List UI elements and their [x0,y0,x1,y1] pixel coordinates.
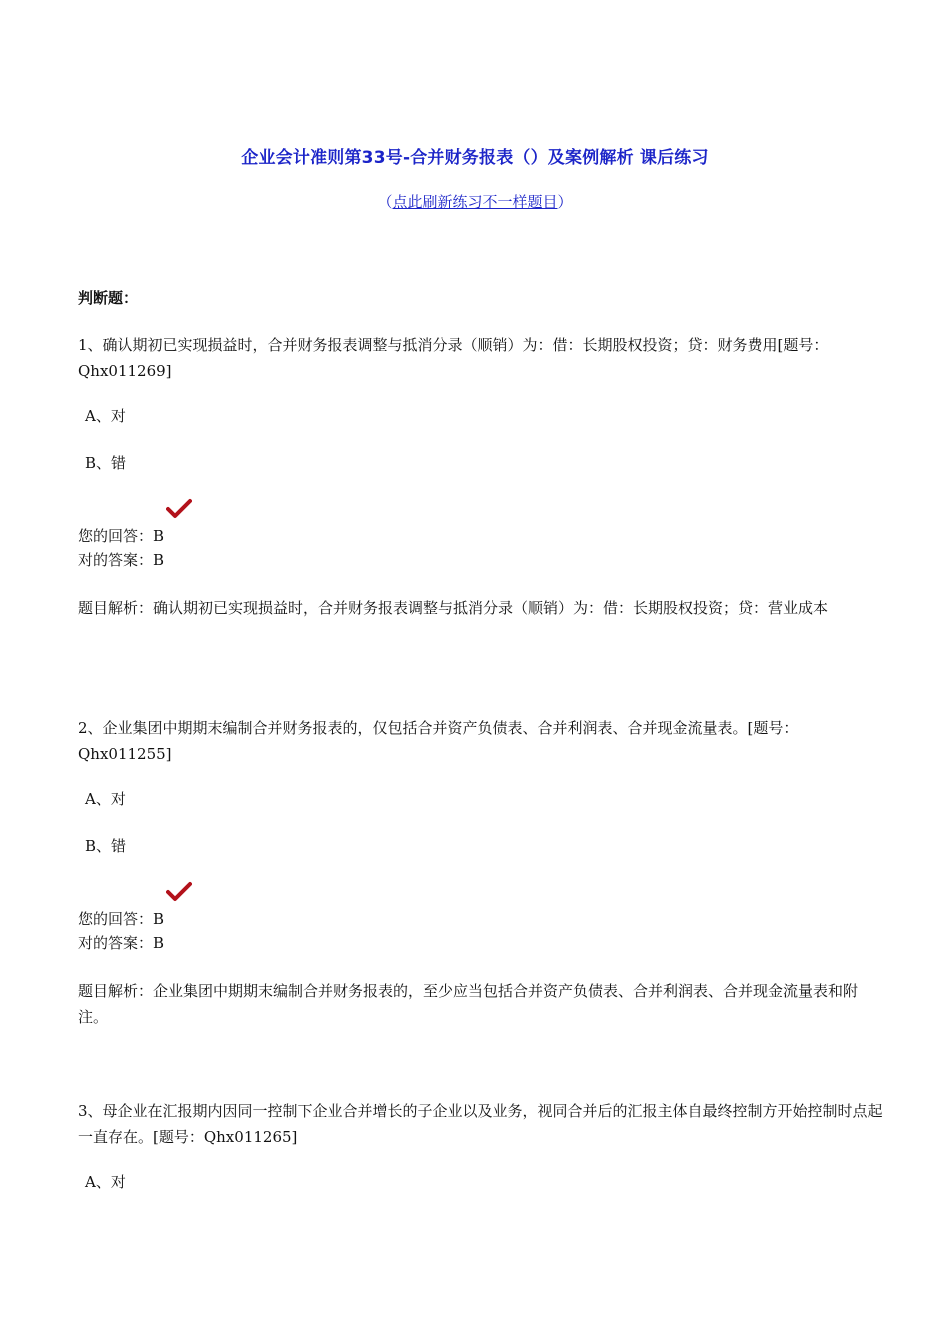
correct-check-icon [166,881,192,903]
refresh-exercise-link[interactable]: 点此刷新练习不一样题目 [392,193,558,211]
question-1-your-answer: 您的回答：B [78,527,165,545]
question-1-option-b[interactable]: B、错 [85,454,127,472]
question-2-option-a[interactable]: A、对 [85,790,126,808]
section-heading: 判断题： [78,289,139,307]
question-2-your-answer: 您的回答：B [78,910,165,928]
refresh-close-paren: ） [557,193,573,211]
question-1-option-a[interactable]: A、对 [85,407,126,425]
question-3-option-a[interactable]: A、对 [85,1173,126,1191]
question-2-analysis: 题目解析：企业集团中期期末编制合并财务报表的，至少应当包括合并资产负债表、合并利润表、合并现金流量表和附注。 [78,982,859,1026]
question-1-correct-answer: 对的答案：B [78,551,165,569]
question-1-analysis: 题目解析：确认期初已实现损益时，合并财务报表调整与抵消分录（顺销）为：借：长期股权投资；贷：营业成本 [78,599,829,617]
question-2-text: 2、企业集团中期期末编制合并财务报表的，仅包括合并资产负债表、合并利润表、合并现金流量表。[题号：Qhx011255] [78,719,799,763]
correct-check-icon [166,498,192,520]
question-1-text: 1、确认期初已实现损益时，合并财务报表调整与抵消分录（顺销）为：借：长期股权投资；贷：财务费用[题号：Qhx011269] [78,336,829,380]
page-title: 企业会计准则第33号-合并财务报表（）及案例解析 课后练习 [241,148,709,168]
refresh-line [0,191,950,212]
question-2-option-b[interactable]: B、错 [85,837,127,855]
refresh-open-paren: （ [377,193,393,211]
question-3-text: 3、母企业在汇报期内因同一控制下企业合并增长的子企业以及业务，视同合并后的汇报主体自最终控制方开始控制时点起一直存在。[题号：Qhx011265] [78,1102,883,1146]
question-2-correct-answer: 对的答案：B [78,934,165,952]
